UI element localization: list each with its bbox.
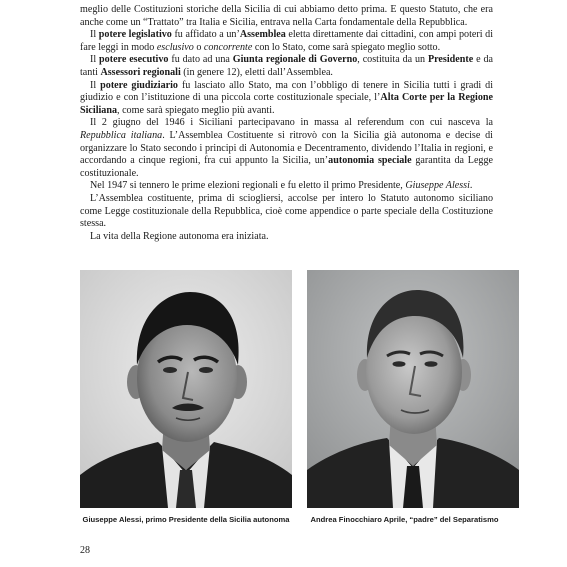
portrait-alessi-illustration [80, 270, 292, 508]
paragraph-1 [80, 4, 493, 29]
text-run: (in genere 12), eletti dall’Assemblea. [180, 66, 333, 78]
bold-term: Alta Corte per la Regione Siciliana [80, 92, 493, 116]
text-run: , costituita da un [357, 54, 428, 66]
text-run: fu dato ad una [168, 54, 233, 66]
bold-term: Giunta regionale di Governo [232, 54, 358, 66]
text-run: Il 2 giugno del 1946 i Siciliani partecipavano in massa al referendum con cui nasceva la [90, 117, 493, 129]
paragraph-8-text: La vita della Regione autonoma era iniziata. [90, 230, 269, 242]
italic-term: esclusivo [156, 41, 194, 53]
paragraph-7 [80, 193, 493, 231]
text-run: eletta direttamente dai cittadini, con ampi poteri di fare leggi in modo [80, 29, 493, 53]
bold-term: Assessori regionali [100, 66, 181, 78]
italic-term: Repubblica italiana [80, 129, 163, 141]
paragraph-5 [80, 117, 493, 180]
bold-term: potere esecutivo [99, 54, 169, 66]
portrait-photo-finocchiaro-aprile [307, 270, 519, 508]
portrait-photo-alessi [80, 270, 292, 508]
text-run: , come sarà spiegato meglio più avanti. [117, 104, 275, 116]
paragraph-6 [80, 180, 493, 193]
text-run: garantita da Legge costituzionale. [80, 155, 493, 179]
paragraph-7-text: L’Assemblea costituente, prima di sciogliersi, accolse per intero lo Statuto autonomo siciliano come Legge costituzionale della Repubblica, cioè come appendice o parte speciale della Costituzione stessa. [80, 192, 493, 230]
italic-term: Giuseppe Alessi [405, 180, 470, 192]
paragraph-1-text: meglio delle Costituzioni storiche della Sicilia di cui abbiamo detto prima. E questo Statuto, che era anche come un “Trattato” tra Italia e Sicilia, entrava nella Carta fondamentale della Repubblica. [80, 4, 493, 28]
photo-caption-finocchiaro-aprile: Andrea Finocchiaro Aprile, “padre” del Separatismo [310, 515, 499, 524]
body-text [80, 4, 493, 243]
text-run: con lo Stato, come sarà spiegato meglio sotto. [252, 41, 441, 53]
portrait-finocchiaro-illustration [307, 270, 519, 508]
text-run: Il [90, 29, 99, 41]
text-run: Nel 1947 si tennero le prime elezioni regionali e fu eletto il primo Presidente, [90, 180, 406, 192]
paragraph-8 [80, 231, 493, 244]
text-run: . [469, 180, 473, 192]
text-run: . L’Assemblea Costituente si ritrovò con la Sicilia già autonoma e decise di organizzare lo Stato secondo i principi di Autonomia e Decentramento, dividendo l’Italia in regioni, e accordando a cinque regioni, fra cui appunto la Sicilia, un’ [80, 129, 493, 167]
bold-term: potere giudiziario [100, 79, 178, 91]
text-run: o [193, 41, 204, 53]
text-run: fu affidato a un’ [171, 29, 240, 41]
paragraph-3 [80, 54, 493, 79]
paragraph-4 [80, 80, 493, 118]
bold-term: Presidente [427, 54, 474, 66]
italic-term: concorrente [203, 41, 253, 53]
page-number: 28 [80, 545, 90, 556]
bold-term: potere legislativo [98, 29, 172, 41]
text-run: Il [90, 54, 100, 66]
photo-caption-alessi: Giuseppe Alessi, primo Presidente della Sicilia autonoma [82, 515, 290, 524]
text-run: e da tanti [80, 54, 493, 78]
paragraph-2 [80, 29, 493, 54]
bold-term: autonomia speciale [328, 155, 412, 167]
text-run: Il [90, 79, 101, 91]
text-run: fu lasciato allo Stato, ma con l’obbligo di tenere in Sicilia tutti i gradi di giudizio e con l’istituzione di una piccola corte costituzionale speciale, l’ [80, 79, 493, 104]
bold-term: Assemblea [239, 29, 286, 41]
